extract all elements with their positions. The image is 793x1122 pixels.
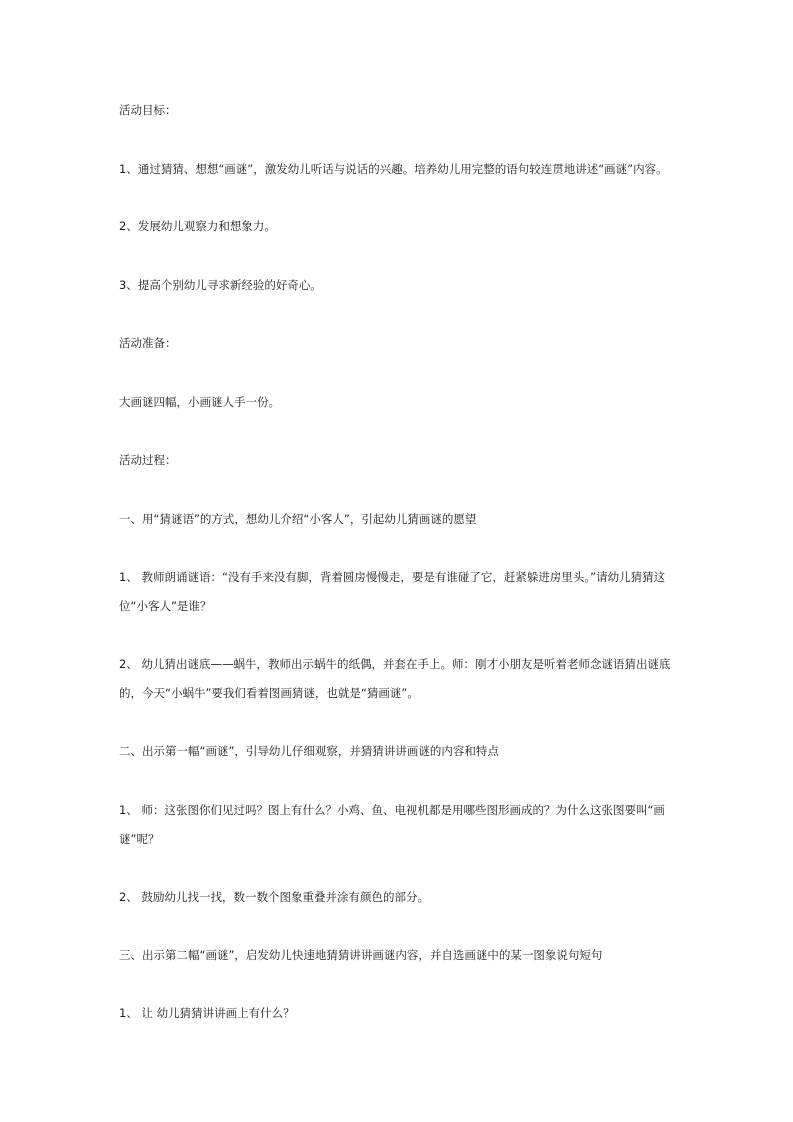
section-1-heading: 一、用“猜谜语”的方式，想幼儿介绍“小客人”，引起幼儿猜画谜的愿望 <box>119 512 477 526</box>
goal-item-1: 1、通过猜猜、想想“画谜”，激发幼儿听话与说话的兴趣。培养幼儿用完整的语句较连贯地讲述“画谜”内容。 <box>119 162 668 176</box>
heading-activity-goals: 活动目标： <box>119 103 177 117</box>
goal-item-2: 2、发展幼儿观察力和想象力。 <box>119 219 276 233</box>
section-2-step-2: 2、 鼓励幼儿找一找，数一数个图象重叠并涂有颜色的部分。 <box>119 890 429 904</box>
section-3-heading: 三、出示第二幅“画谜”，启发幼儿快速地猜猜讲讲画谜内容，并自选画谜中的某一图象说句短句 <box>119 948 603 962</box>
section-3-step-1: 1、 让 幼儿猜猜讲讲画上有什么？ <box>119 1006 295 1020</box>
heading-activity-process: 活动过程： <box>119 453 177 467</box>
preparation-text: 大画谜四幅，小画谜人手一份。 <box>119 395 280 409</box>
section-2-step-1: 1、 师：这张图你们见过吗？图上有什么？小鸡、鱼、电视机都是用哪些图形画成的？为什么这张图要叫“画谜”呢？ <box>119 803 665 846</box>
section-2-heading: 二、出示第一幅“画谜”，引导幼儿仔细观察，并猜猜讲讲画谜的内容和特点 <box>119 744 499 758</box>
heading-activity-preparation: 活动准备： <box>119 336 177 350</box>
goal-item-3: 3、提高个别幼儿寻求新经验的好奇心。 <box>119 278 322 292</box>
section-1-step-1: 1、 教师朗诵谜语：“没有手来没有脚，背着圆房慢慢走，要是有谁碰了它，赶紧躲进房里头。”请幼儿猜猜这位“小客人”是谁？ <box>119 570 666 613</box>
section-1-step-2: 2、 幼儿猜出谜底——蜗牛，教师出示蜗牛的纸偶，并套在手上。师：刚才小朋友是听着老师念谜语猜出谜底的，今天“小蜗牛”要我们看着图画猜谜，也就是“猜画谜”。 <box>119 657 671 700</box>
